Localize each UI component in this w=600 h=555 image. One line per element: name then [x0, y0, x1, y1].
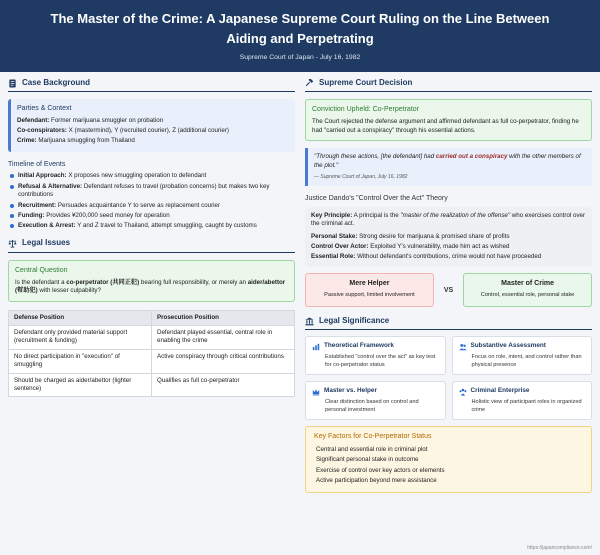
significance-card — [452, 381, 593, 420]
conviction-text: The Court rejected the defense argument and affirmed defendant as full co-perpetrator, finding he had "carried out a conspiracy" through his essential actions. — [312, 118, 579, 134]
right-column — [305, 78, 592, 493]
decision-title: Supreme Court Decision — [319, 77, 413, 87]
crime-line: Crime: Marijuana smuggling from Thailand — [17, 137, 135, 145]
card-desc: Focus on role, intent, and control rather than physical presence — [471, 354, 582, 368]
timeline-dot-icon — [10, 185, 14, 189]
legal-issues-title: Legal Issues — [22, 238, 71, 248]
timeline-item: Execution & Arrest: Y and Z travel to Thailand, attempt smuggling, caught by customs — [8, 222, 295, 230]
key-factor-item: Significant personal stake in outcome — [316, 456, 419, 464]
timeline-item: Recruitment: Persuades acquaintance Y to serve as replacement courier — [8, 202, 295, 210]
timeline-dot-icon — [10, 174, 14, 178]
master-crime-box — [463, 273, 592, 307]
case-background-title: Case Background — [22, 77, 91, 87]
control-over-actor: Control Over Actor: Exploited Y's vulnerability, made him act as wished — [311, 242, 510, 250]
table-cell: Defendant played essential, central role in enabling the crime — [152, 326, 295, 350]
significance-card — [305, 381, 446, 420]
page-title: The Master of the Crime: A Japanese Supreme Court Ruling on the Line Between Aiding and Perpetrating — [50, 11, 550, 46]
table-cell: Qualifies as full co-perpetrator — [152, 373, 295, 397]
left-column — [8, 78, 295, 397]
gavel-icon — [305, 79, 314, 88]
table-row — [9, 349, 295, 373]
conviction-box — [305, 99, 592, 141]
case-background-heading — [8, 78, 295, 92]
card-desc: Established "control over the act" as key test for co-perpetrator status — [325, 354, 436, 368]
court-quote — [305, 148, 592, 185]
mere-helper-box — [305, 273, 434, 307]
mere-helper-title: Mere Helper — [349, 280, 390, 288]
coconspirators-line: Co-conspirators: X (mastermind), Y (recruited courier), Z (additional courier) — [17, 127, 229, 135]
comparison-row — [305, 273, 592, 307]
significance-heading — [305, 316, 592, 330]
table-cell: Active conspiracy through critical contributions — [152, 349, 295, 373]
people-icon — [459, 343, 467, 351]
card-title: Master vs. Helper — [324, 387, 377, 395]
significance-card — [452, 336, 593, 375]
key-factors-box — [305, 426, 592, 493]
significance-grid — [305, 336, 592, 420]
page-header — [0, 0, 600, 72]
table-cell: No direct participation in "execution" of smuggling — [9, 349, 152, 373]
positions-table — [8, 310, 295, 398]
timeline-item: Initial Approach: X proposes new smuggling operation to defendant — [8, 172, 295, 180]
table-header: Defense Position — [9, 310, 152, 325]
card-desc: Holistic view of participant roles in organized crime — [471, 399, 582, 413]
master-crime-desc: Control, essential role, personal stake — [480, 291, 575, 298]
master-crime-title: Master of Crime — [501, 280, 555, 288]
mere-helper-desc: Passive support, limited involvement — [324, 291, 415, 298]
chart-icon — [312, 343, 320, 351]
legal-issues-heading — [8, 239, 295, 253]
card-desc: Clear distinction based on control and personal investment — [325, 399, 419, 413]
timeline-item: Funding: Provides ¥200,000 seed money for operation — [8, 212, 295, 220]
institution-icon — [305, 317, 314, 326]
timeline-item: Refusal & Alternative: Defendant refuses to travel (probation concerns) but makes two key contributions — [8, 183, 295, 200]
key-factor-item: Exercise of control over key actors or elements — [316, 466, 445, 474]
crown-icon — [312, 388, 320, 396]
document-icon — [8, 79, 17, 88]
page-subtitle: Supreme Court of Japan - July 16, 1982 — [239, 54, 361, 61]
theory-box — [305, 207, 592, 267]
quote-text: "Through these actions, [the defendant] had carried out a conspiracy with the other members of the plot." — [314, 153, 581, 169]
vs-label: VS — [443, 286, 454, 294]
key-factor-item: Central and essential role in criminal plot — [316, 445, 428, 453]
scales-icon — [8, 239, 17, 248]
key-principle: Key Principle: A principal is the "master of the realization of the offense" who exercises control over the criminal act. — [311, 212, 586, 228]
central-question-title: Central Question — [15, 266, 68, 274]
table-row — [9, 326, 295, 350]
timeline-dot-icon — [10, 214, 14, 218]
table-row — [9, 373, 295, 397]
central-question-text: Is the defendant a co-perpetrator (共同正犯) bearing full responsibility, or merely an aider/abettor (幇助犯) with lesser culpability? — [15, 279, 286, 295]
table-header: Prosecution Position — [152, 310, 295, 325]
card-title: Substantive Assessment — [470, 342, 546, 350]
central-question-box — [8, 260, 295, 302]
key-factor-item: Active participation beyond mere assistance — [316, 476, 437, 484]
table-cell: Defendant only provided material support (recruitment & funding) — [9, 326, 152, 350]
timeline — [8, 160, 295, 231]
card-title: Theoretical Framework — [324, 342, 394, 350]
footer-url[interactable]: https://japancompliance.com/ — [527, 545, 592, 552]
timeline-title: Timeline of Events — [8, 161, 66, 169]
defendant-line: Defendant: Former marijuana smuggler on probation — [17, 117, 164, 125]
significance-title: Legal Significance — [319, 315, 390, 325]
essential-role: Essential Role: Without defendant's contributions, crime would not have proceeded — [311, 252, 542, 260]
parties-box — [8, 99, 295, 152]
timeline-dot-icon — [10, 224, 14, 228]
table-cell: Should be charged as aider/abettor (lighter sentence) — [9, 373, 152, 397]
personal-stake: Personal Stake: Strong desire for marijuana & promised share of profits — [311, 232, 510, 240]
card-title: Criminal Enterprise — [470, 387, 530, 395]
key-factors-title: Key Factors for Co-Perpetrator Status — [314, 433, 432, 441]
significance-card — [305, 336, 446, 375]
theory-title: Justice Dando's "Control Over the Act" Theory — [305, 194, 448, 202]
parties-title: Parties & Context — [17, 105, 72, 112]
timeline-dot-icon — [10, 204, 14, 208]
group-icon — [459, 388, 467, 396]
decision-heading — [305, 78, 592, 92]
conviction-title: Conviction Upheld: Co-Perpetrator — [312, 106, 419, 113]
quote-source: — Supreme Court of Japan, July 16, 1982 — [314, 173, 408, 180]
